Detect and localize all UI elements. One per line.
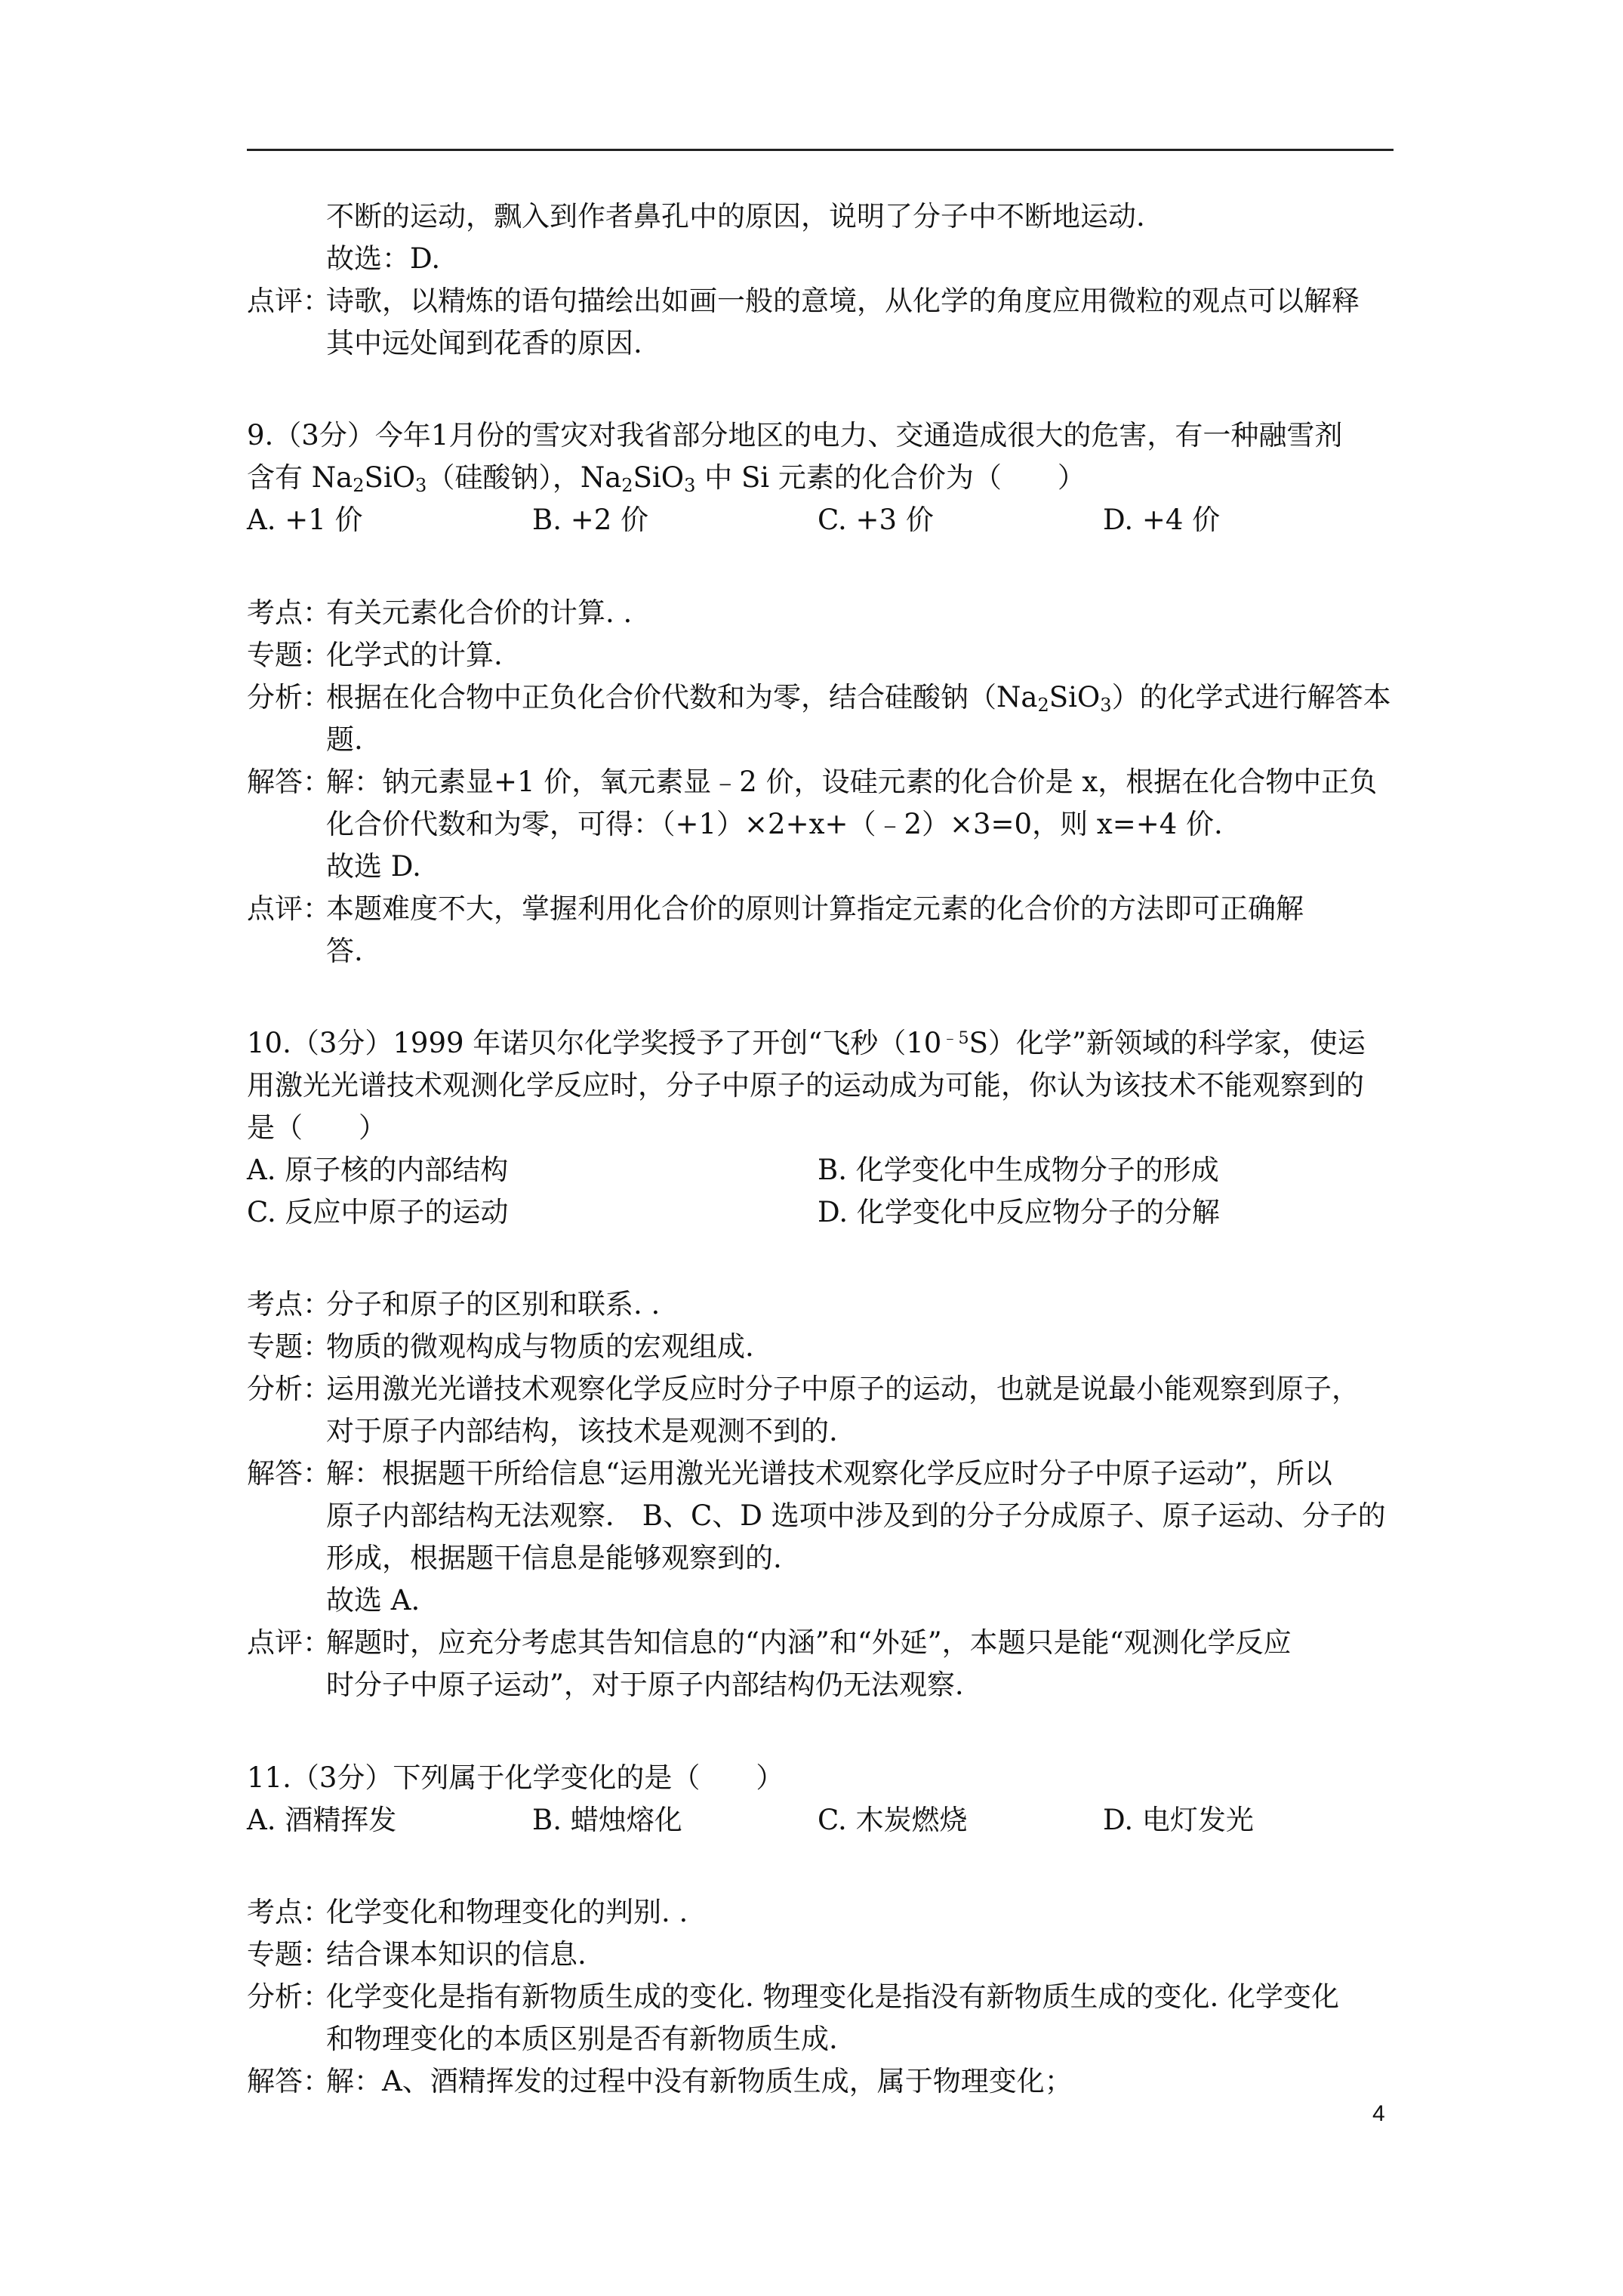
zhuanti-text: 结合课本知识的信息. — [326, 1938, 587, 1971]
text-line: 故选：D. — [326, 242, 441, 275]
kaodian-label: 考点： — [247, 1288, 331, 1321]
text-line: 诗歌，以精炼的语句描绘出如画一般的意境，从化学的角度应用微粒的观点可以解释 — [326, 285, 1360, 317]
question-stem: 用激光光谱技术观测化学反应时，分子中原子的运动成为可能，你认为该技术不能观察到的 — [247, 1069, 1364, 1102]
option-c: C. +3 价 — [818, 504, 934, 536]
jieda-text: 化合价代数和为零，可得：（+1）×2+x+（﹣2）×3=0，则 x=+4 价. — [326, 808, 1223, 840]
fenxi-label: 分析： — [247, 1980, 331, 2013]
fenxi-label: 分析： — [247, 681, 331, 713]
zhuanti-label: 专题： — [247, 1938, 331, 1971]
jieda-text: 解：钠元素显+1 价，氧元素显﹣2 价，设硅元素的化合价是 x，根据在化合物中正负 — [326, 766, 1378, 798]
dianping-label: 点评： — [247, 892, 331, 925]
kaodian-text: 分子和原子的区别和联系. . — [326, 1288, 661, 1321]
page-number: 4 — [1372, 2101, 1385, 2126]
option-c: C. 木炭燃烧 — [818, 1804, 968, 1836]
jieda-label: 解答： — [247, 766, 331, 798]
kaodian-label: 考点： — [247, 1896, 331, 1928]
dianping-text: 解题时，应充分考虑其告知信息的“内涵”和“外延”，本题只是能“观测化学反应 — [326, 1626, 1292, 1659]
question-stem: 10.（3分）1999 年诺贝尔化学奖授予了开创“飞秒$(10^{﹣5}S)$化学”新领域的科学家，使运 — [247, 1027, 1366, 1059]
dianping-text: 时分子中原子运动”，对于原子内部结构仍无法观察. — [326, 1669, 964, 1701]
jieda-text: 形成，根据题干信息是能够观察到的. — [326, 1542, 782, 1574]
question-stem: 9.（3分）今年1月份的雪灾对我省部分地区的电力、交通造成很大的危害，有一种融雪剂 — [247, 419, 1343, 451]
fenxi-text: 根据在化合物中正负化合价代数和为零，结合硅酸钠$(Na_2SiO_3)$的化学式进行解答本 — [326, 681, 1391, 716]
fenxi-text: 对于原子内部结构，该技术是观测不到的. — [326, 1415, 838, 1447]
option-c: C. 反应中原子的运动 — [247, 1196, 509, 1228]
zhuanti-text: 化学式的计算. — [326, 639, 503, 671]
kaodian-text: 有关元素化合价的计算. . — [326, 596, 633, 629]
jieda-text: 原子内部结构无法观察． B、C、D 选项中涉及到的分子分成原子、原子运动、分子的 — [326, 1499, 1386, 1532]
fenxi-label: 分析： — [247, 1373, 331, 1405]
fenxi-text: 和物理变化的本质区别是否有新物质生成. — [326, 2023, 838, 2055]
option-d: D. 化学变化中反应物分子的分解 — [818, 1196, 1220, 1228]
kaodian-label: 考点： — [247, 596, 331, 629]
question-stem: 11.（3分）下列属于化学变化的是（ ） — [247, 1761, 784, 1794]
header-rule — [247, 149, 1394, 151]
option-d: D. 电灯发光 — [1103, 1804, 1254, 1836]
fenxi-text: 运用激光光谱技术观察化学反应时分子中原子的运动，也就是说最小能观察到原子， — [326, 1373, 1360, 1405]
jieda-text: 解：根据题干所给信息“运用激光光谱技术观察化学反应时分子中原子运动”，所以 — [326, 1457, 1332, 1490]
option-d: D. +4 价 — [1103, 504, 1221, 536]
question-stem: 是（ ） — [247, 1111, 387, 1144]
zhuanti-label: 专题： — [247, 1330, 331, 1363]
option-a: A. +1 价 — [247, 504, 363, 536]
fenxi-text: 化学变化是指有新物质生成的变化. 物理变化是指没有新物质生成的变化. 化学变化 — [326, 1980, 1340, 2013]
jieda-text: 解：A、酒精挥发的过程中没有新物质生成，属于物理变化； — [326, 2065, 1073, 2097]
text-line: 其中远处闻到花香的原因. — [326, 327, 642, 359]
jieda-text: 故选 A. — [326, 1584, 420, 1616]
question-stem: 含有 $Na_2SiO_3$（硅酸钠），$Na_2SiO_3$ 中 Si 元素的化合价为（ ） — [247, 461, 1086, 496]
dianping-text: 答. — [326, 935, 363, 967]
fenxi-text: 题. — [326, 723, 363, 756]
text-line: 不断的运动，飘入到作者鼻孔中的原因，说明了分子中不断地运动. — [326, 200, 1145, 233]
option-a: A. 原子核的内部结构 — [247, 1154, 509, 1186]
dianping-text: 本题难度不大，掌握利用化合价的原则计算指定元素的化合价的方法即可正确解 — [326, 892, 1304, 925]
comment-label: 点评： — [247, 285, 331, 317]
option-a: A. 酒精挥发 — [247, 1804, 397, 1836]
jieda-text: 故选 D. — [326, 850, 421, 883]
option-b: B. 蜡烛熔化 — [532, 1804, 682, 1836]
option-b: B. +2 价 — [532, 504, 649, 536]
dianping-label: 点评： — [247, 1626, 331, 1659]
zhuanti-text: 物质的微观构成与物质的宏观组成. — [326, 1330, 754, 1363]
kaodian-text: 化学变化和物理变化的判别. . — [326, 1896, 688, 1928]
zhuanti-label: 专题： — [247, 639, 331, 671]
jieda-label: 解答： — [247, 2065, 331, 2097]
option-b: B. 化学变化中生成物分子的形成 — [818, 1154, 1219, 1186]
jieda-label: 解答： — [247, 1457, 331, 1490]
